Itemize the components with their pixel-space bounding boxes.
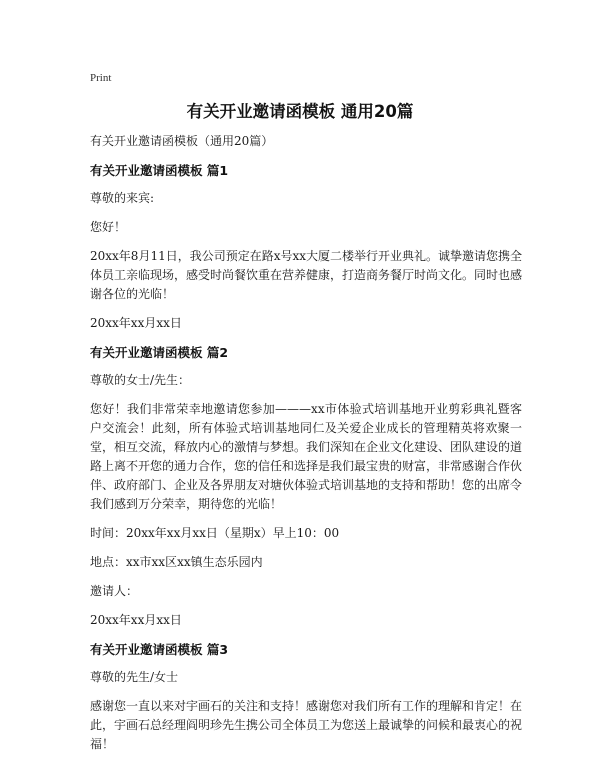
section-2-location: 地点：xx市xx区xx镇生态乐园内 [90,555,263,569]
document-subtitle: 有关开业邀请函模板（通用20篇） [90,134,274,148]
document-body [90,132,522,764]
section-3-salutation: 尊敬的先生/女士 [90,670,179,684]
section-1-date: 20xx年xx月xx日 [90,316,182,330]
section-2-time: 时间：20xx年xx月xx日（星期x）早上10：00 [90,526,340,540]
section-1-body: 20xx年8月11日，我公司预定在路x号xx大厦二楼举行开业典礼。诚挚邀请您携全体员工亲临现场，感受时尚餐饮重在营养健康，打造商务餐厅时尚文化。同时也感谢各位的光临！ [90,249,523,301]
section-3-body: 感谢您一直以来对宇画石的关注和支持！感谢您对我们所有工作的理解和肯定！在此，宇画石总经理阎明珍先生携公司全体员工为您送上最诚挚的问候和最衷心的祝福！ [90,699,523,751]
section-2-inviter: 邀请人： [90,584,139,598]
section-2-salutation: 尊敬的女士/先生： [90,373,191,387]
page-title: 有关开业邀请函模板 通用20篇 [186,102,414,121]
section-2-body: 您好！我们非常荣幸地邀请您参加———xx市体验式培训基地开业剪彩典礼暨客户交流会！此刻，所有体验式培训基地同仁及关爱企业成长的管理精英将欢聚一堂，相互交流，释放内心的激情与梦想。我们深知在企业文化建设、团队建设的道路上离不开您的通力合作，您的信任和选择是我们最宝贵的财富，非常感谢合作伙伴、政府部门、企业及各界朋友对塘伙体验式培训基地的支持和帮助！您的出席令我们感到万分荣幸，期待您的光临！ [90,402,523,511]
section-1-salutation: 尊敬的来宾: [90,191,155,205]
section-1-heading: 有关开业邀请函模板 篇1 [90,163,229,178]
print-label[interactable]: Print [90,72,112,84]
section-2-heading: 有关开业邀请函模板 篇2 [90,345,229,360]
section-1-greeting: 您好！ [90,220,127,234]
section-3-heading: 有关开业邀请函模板 篇3 [90,642,229,657]
section-2-date: 20xx年xx月xx日 [90,613,182,627]
